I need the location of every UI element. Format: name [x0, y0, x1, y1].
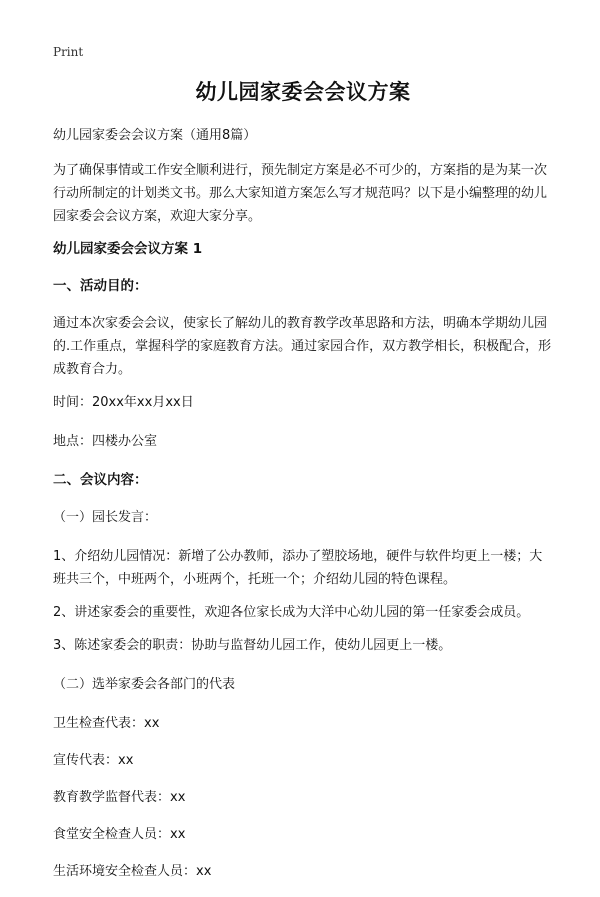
purpose-heading: 一、活动目的：: [53, 278, 148, 294]
subsection-principal-speech: （一）园长发言：: [53, 510, 158, 525]
content-heading: 二、会议内容：: [53, 472, 148, 488]
section-title: 幼儿园家委会会议方案 1: [53, 241, 203, 257]
document-subtitle: 幼儿园家委会会议方案（通用8篇）: [53, 128, 257, 143]
document-title: 幼儿园家委会会议方案: [195, 80, 411, 104]
document: [53, 78, 553, 897]
representative-item: 生活环境安全检查人员：xx: [53, 864, 212, 879]
print-link[interactable]: Print: [53, 45, 84, 59]
list-item: 2、讲述家委会的重要性，欢迎各位家长成为大洋中心幼儿园的第一任家委会成员。: [53, 605, 530, 620]
list-item: 1、介绍幼儿园情况：新增了公办教师，添办了塑胶场地，硬件与软件均更上一楼；大班共三个，中班两个，小班两个，托班一个；介绍幼儿园的特色课程。: [53, 549, 543, 587]
representative-item: 宣传代表：xx: [53, 753, 134, 768]
subsection-election: （二）选举家委会各部门的代表: [53, 677, 236, 692]
intro-paragraph: 为了确保事情或工作安全顺利进行，预先制定方案是必不可少的，方案指的是为某一次行动所制定的计划类文书。那么大家知道方案怎么写才规范吗？以下是小编整理的幼儿园家委会会议方案，欢迎大家分享。: [53, 163, 548, 224]
representative-item: 教育教学监督代表：xx: [53, 790, 186, 805]
list-item: 3、陈述家委会的职责：协助与监督幼儿园工作，使幼儿园更上一楼。: [53, 638, 452, 653]
meeting-location: 地点：四楼办公室: [53, 434, 158, 449]
representative-item: 食堂安全检查人员：xx: [53, 827, 186, 842]
purpose-paragraph: 通过本次家委会会议，使家长了解幼儿的教育教学改革思路和方法，明确本学期幼儿园的.工作重点，掌握科学的家庭教育方法。通过家园合作，双方教学相长，积极配合，形成教育合力。: [53, 316, 552, 377]
representative-item: 卫生检查代表：xx: [53, 716, 160, 731]
meeting-time: 时间：20xx年xx月xx日: [53, 395, 194, 410]
